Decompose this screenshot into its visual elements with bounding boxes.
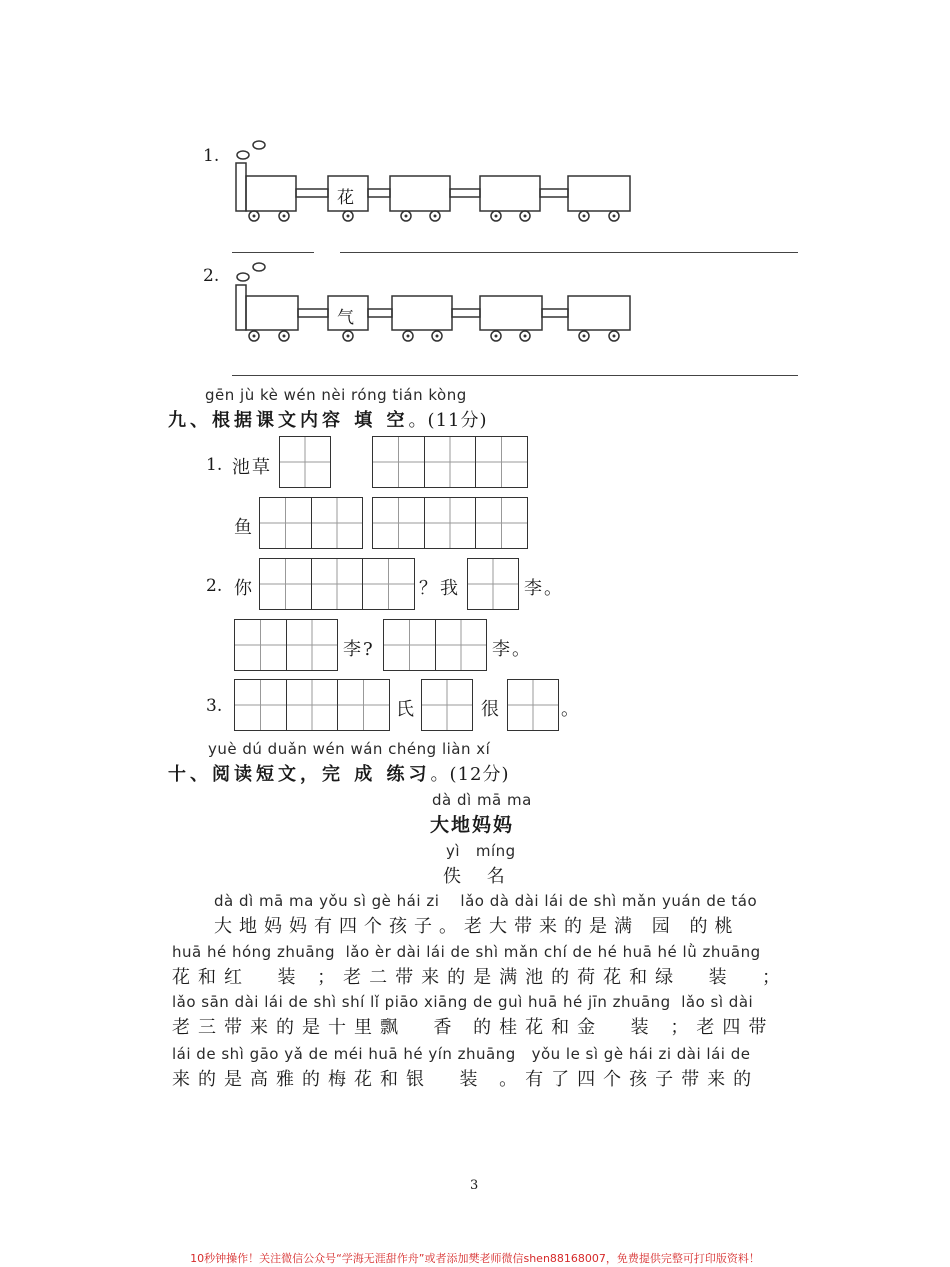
question-text: 李。 (524, 578, 564, 599)
writing-grid[interactable] (372, 436, 528, 488)
story-title-pinyin: dà dì mā ma (432, 791, 532, 809)
question-text: 你 (234, 578, 258, 599)
story-text-line: 大地妈妈有四个孩子。老大带来的是满 园 的桃 (214, 916, 740, 937)
question-text: 很 (481, 699, 505, 720)
page-number: 3 (470, 1178, 479, 1193)
section-title (168, 760, 510, 786)
question-text: 氏 (396, 699, 420, 720)
section-title (168, 406, 488, 432)
question-text: 鱼 (234, 517, 258, 538)
carriage-char: 花 (337, 188, 354, 208)
writing-grid[interactable] (467, 558, 519, 610)
train-drawing (228, 138, 638, 228)
story-text-line: 老三带来的是十里飘 香 的桂花和金 装 ；老四带 (172, 1017, 775, 1038)
writing-grid[interactable] (259, 558, 415, 610)
story-pinyin-line: lái de shì gāo yǎ de méi huā hé yín zhuāng yǒu le sì gè hái zi dài lái de (172, 1045, 751, 1063)
question-number: 3. (206, 696, 223, 716)
story-text-line: 来的是高雅的梅花和银 装 。有了四个孩子带来的 (172, 1069, 760, 1090)
question-text: 。 (561, 699, 585, 720)
writing-grid[interactable] (279, 436, 331, 488)
footer-note: 10秒钟操作！关注微信公众号“学海无涯甜作舟”或者添加樊老师微信shen88168007，免费提供完整可打印版资料！ (190, 1252, 760, 1265)
story-pinyin-line: huā hé hóng zhuāng lǎo èr dài lái de shì mǎn chí de hé huā hé lǜ zhuāng (172, 943, 761, 961)
train-drawing (228, 260, 638, 350)
question-number: 1. (206, 455, 223, 475)
section-pinyin: gēn jù kè wén nèi róng tián kòng (205, 386, 467, 404)
writing-grid[interactable] (259, 497, 363, 549)
question-text: ？我 (419, 578, 461, 599)
author-name: 佚 名 (443, 866, 515, 887)
question-text: 池草 (232, 457, 272, 478)
writing-grid[interactable] (234, 619, 338, 671)
item-number: 1. (203, 146, 220, 166)
item-number: 2. (203, 266, 220, 286)
story-pinyin-line: lǎo sān dài lái de shì shí lǐ piāo xiāng de guì huā hé jīn zhuāng lǎo sì dài (172, 993, 754, 1011)
answer-line (232, 375, 798, 376)
answer-line (340, 252, 798, 253)
author-pinyin: yì míng (446, 842, 516, 860)
story-title: 大地妈妈 (430, 814, 515, 836)
section-title-text: 九、根据课文内容 填 空 (168, 410, 409, 431)
answer-line (232, 252, 314, 253)
story-text-line: 花和红 装 ；老二带来的是满池的荷花和绿 装 ； (172, 967, 789, 988)
story-pinyin-line: dà dì mā ma yǒu sì gè hái zi lǎo dà dài lái de shì mǎn yuán de táo (214, 892, 758, 910)
writing-grid[interactable] (507, 679, 559, 731)
section-score: 。(11分) (408, 410, 488, 431)
writing-grid[interactable] (234, 679, 390, 731)
question-text: 李。 (492, 639, 532, 660)
question-text: 李? (343, 639, 375, 660)
writing-grid[interactable] (372, 497, 528, 549)
section-pinyin: yuè dú duǎn wén wán chéng liàn xí (208, 740, 491, 758)
section-title-text: 十、阅读短文，完 成 练习 (168, 764, 431, 785)
carriage-char: 气 (337, 308, 354, 328)
section-score: 。(12分) (430, 764, 510, 785)
writing-grid[interactable] (421, 679, 473, 731)
writing-grid[interactable] (383, 619, 487, 671)
question-number: 2. (206, 576, 223, 596)
